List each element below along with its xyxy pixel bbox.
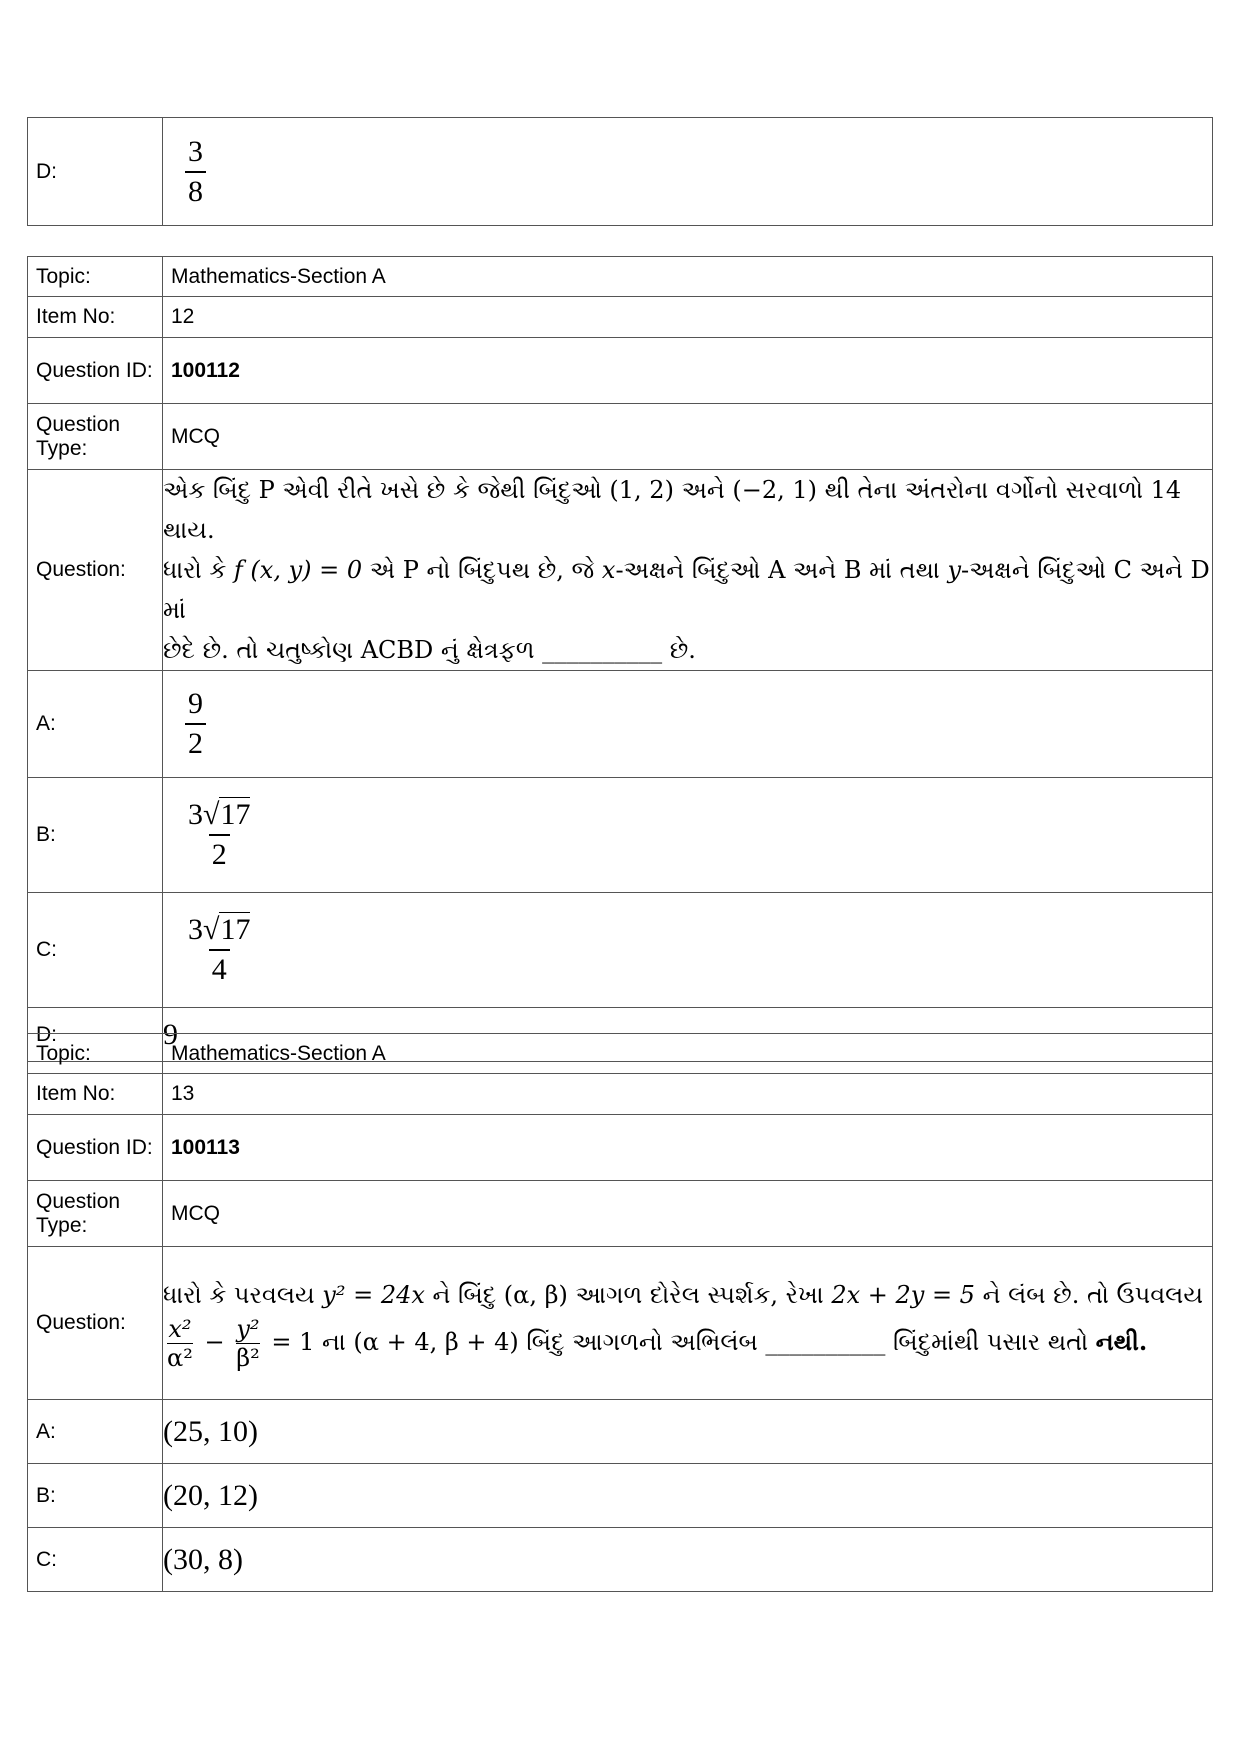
- question-id-label: Question ID:: [28, 338, 163, 404]
- numerator: y²: [236, 1314, 260, 1343]
- option-b-value: [163, 778, 1213, 893]
- text-segment: ધારો કે પરવલય: [163, 1280, 315, 1309]
- parabola-equation: y² = 24x: [322, 1280, 425, 1309]
- item-no-label: Item No:: [28, 297, 163, 338]
- text-segment: ને બિંદુ (α, β) આગળ દોરેલ સ્પર્શક, રેખા: [432, 1280, 824, 1309]
- question-13-table: [27, 1033, 1213, 1592]
- denominator: α²: [167, 1343, 193, 1372]
- y-variable: y: [947, 556, 961, 584]
- text-segment: ધારો કે: [163, 556, 227, 584]
- fraction: [185, 796, 253, 874]
- option-b-label: B:: [28, 1464, 163, 1528]
- denominator: 2: [209, 834, 230, 874]
- numerator: 3√17: [188, 913, 251, 946]
- question-text: [163, 1247, 1213, 1400]
- denominator: 2: [185, 723, 206, 763]
- option-a-value: [163, 671, 1213, 778]
- coefficient: 3: [188, 798, 203, 831]
- locus-equation: f (x, y) = 0: [233, 556, 363, 584]
- question-id-label: Question ID:: [28, 1115, 163, 1181]
- text-segment: -અક્ષને બિંદુઓ A અને B માં તથા: [615, 556, 940, 584]
- coefficient: 3: [188, 913, 203, 946]
- fraction: [185, 685, 206, 763]
- question-12-table: [27, 256, 1213, 1062]
- option-a-label: A:: [28, 671, 163, 778]
- equals-one: = 1: [271, 1327, 315, 1356]
- numerator: 9: [188, 687, 203, 720]
- fraction-y-beta: [236, 1315, 260, 1372]
- denominator: 8: [185, 171, 206, 211]
- question-type-value: MCQ: [163, 404, 1213, 470]
- denominator: β²: [236, 1343, 260, 1372]
- emphasis-text: નથી.: [1095, 1326, 1148, 1356]
- fraction: [185, 911, 253, 989]
- topic-value: Mathematics-Section A: [163, 1034, 1213, 1074]
- item-no-label: Item No:: [28, 1074, 163, 1115]
- option-d-label: D:: [28, 118, 163, 226]
- question-line-1: [163, 1275, 1212, 1315]
- fraction: [185, 133, 206, 211]
- option-b-value: (20, 12): [163, 1464, 1213, 1528]
- question-type-label: Question Type:: [28, 404, 163, 470]
- option-d-value: 9: [163, 1008, 1213, 1062]
- text-segment: -અક્ષને બિંદુઓ C અને D માં: [163, 556, 1210, 624]
- topic-value: Mathematics-Section A: [163, 257, 1213, 297]
- denominator: 4: [209, 949, 230, 989]
- radicand: 17: [220, 798, 251, 831]
- x-variable: x: [601, 556, 616, 584]
- radicand: 17: [220, 913, 251, 946]
- question-line-2: [163, 1315, 1212, 1372]
- fraction-x-alpha: [167, 1315, 193, 1372]
- option-d-label: D:: [28, 1008, 163, 1062]
- text-segment: ના (α + 4, β + 4) બિંદુ આગળનો અભિલંબ __________ બિંદુમાંથી પસાર થતો: [322, 1327, 1089, 1356]
- item-no-value: 13: [163, 1074, 1213, 1115]
- option-a-value: (25, 10): [163, 1400, 1213, 1464]
- previous-question-tail: [27, 117, 1213, 226]
- question-type-label: Question Type:: [28, 1181, 163, 1247]
- question-type-value: MCQ: [163, 1181, 1213, 1247]
- option-c-label: C:: [28, 893, 163, 1008]
- line-equation: 2x + 2y = 5: [831, 1280, 975, 1309]
- text-segment: ને લંબ છે. તો ઉપવલય: [982, 1280, 1203, 1309]
- item-no-value: 12: [163, 297, 1213, 338]
- text-segment: એ P નો બિંદુપથ છે, જે: [369, 556, 595, 584]
- option-b-label: B:: [28, 778, 163, 893]
- option-c-value: (30, 8): [163, 1528, 1213, 1592]
- minus-sign: −: [204, 1327, 225, 1356]
- numerator: 3√17: [188, 798, 251, 831]
- numerator: 3: [188, 134, 203, 168]
- question-label: Question:: [28, 470, 163, 671]
- option-c-label: C:: [28, 1528, 163, 1592]
- question-label: Question:: [28, 1247, 163, 1400]
- question-line-3: છેદે છે. તો ચતુષ્કોણ ACBD નું ક્ષેત્રફળ __________ છે.: [163, 636, 696, 664]
- question-id-value: 100113: [163, 1115, 1213, 1181]
- topic-label: Topic:: [28, 257, 163, 297]
- question-id-value: 100112: [163, 338, 1213, 404]
- option-a-label: A:: [28, 1400, 163, 1464]
- topic-label: Topic:: [28, 1034, 163, 1074]
- question-line-1: એક બિંદુ P એવી રીતે ખસે છે કે જેથી બિંદુઓ (1, 2) અને (−2, 1) થી તેના અંતરોના વર્ગોનો સરવાળો 14 થાય.: [163, 476, 1182, 544]
- question-line-2: [163, 550, 1212, 630]
- option-c-value: [163, 893, 1213, 1008]
- numerator: x²: [168, 1314, 192, 1343]
- question-text: [163, 470, 1213, 671]
- option-d-value: [163, 118, 1213, 226]
